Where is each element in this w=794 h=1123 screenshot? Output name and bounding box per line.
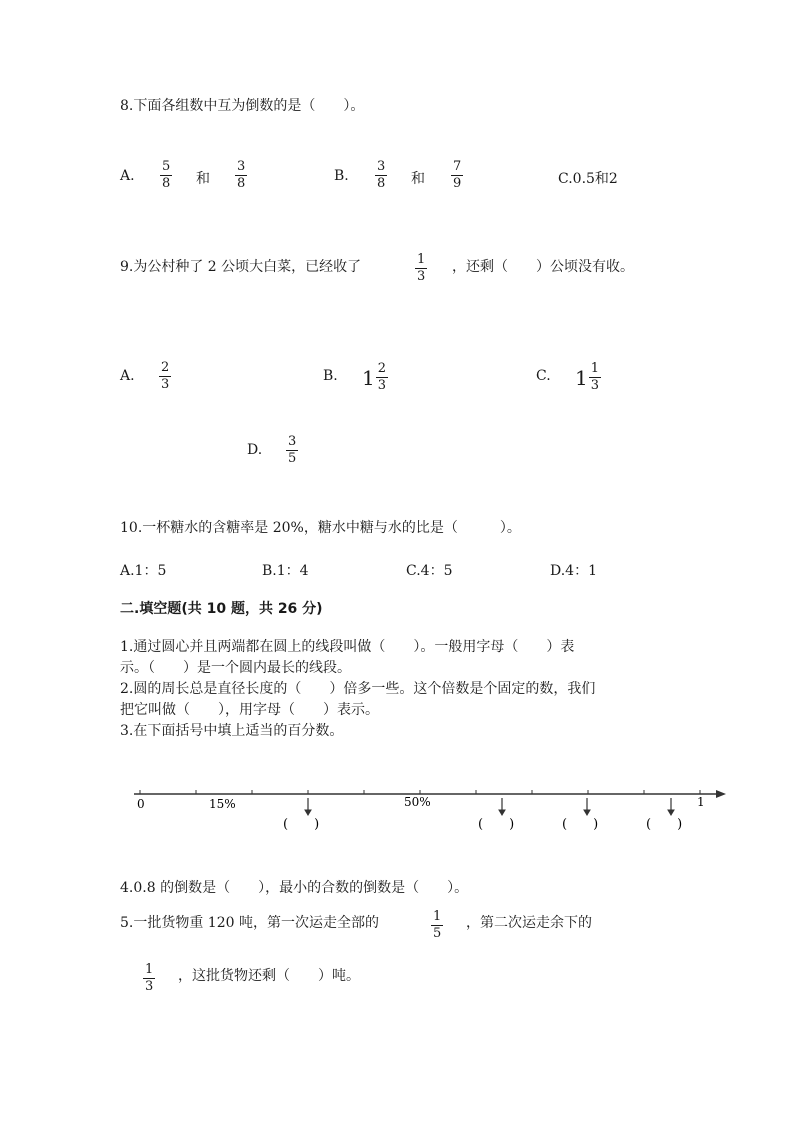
section-heading-fill-in: 二.填空题(共 10 题，共 26 分) bbox=[120, 601, 323, 617]
q8-option-b-and: 和 bbox=[411, 171, 425, 187]
q8-option-a-and: 和 bbox=[196, 171, 210, 187]
down-arrow-icon bbox=[668, 798, 674, 815]
down-arrow-icon bbox=[305, 798, 311, 815]
q9-option-b-mixed-number: 1 $\frac{2}{3}$ bbox=[362, 361, 387, 393]
q10-option-c: C.4：5 bbox=[406, 563, 453, 579]
f3-stem: 3.在下面括号中填上适当的百分数。 bbox=[120, 723, 344, 739]
q8-option-a-fraction-2: 3 8 bbox=[237, 159, 246, 191]
number-line-label-15-percent: 15% bbox=[209, 797, 236, 811]
f2-line-2: 把它叫做（ ），用字母（ ）表示。 bbox=[120, 702, 379, 718]
q10-stem: 10.一杯糖水的含糖率是 20%，糖水中糖与水的比是（ ）。 bbox=[120, 520, 521, 536]
q8-option-b-fraction-2: 7 9 bbox=[453, 159, 462, 191]
number-line-blank: ( ) bbox=[562, 817, 599, 832]
f4-stem: 4.0.8 的倒数是（ ），最小的合数的倒数是（ ）。 bbox=[120, 880, 469, 896]
q8-option-b-fraction-1: 3 8 bbox=[377, 159, 386, 191]
q10-option-d: D.4：1 bbox=[550, 563, 597, 579]
q9-stem-before: 9.为公村种了 2 公顷大白菜，已经收了 bbox=[120, 259, 362, 275]
q9-option-d-fraction: 3 5 bbox=[288, 434, 297, 466]
number-line-figure bbox=[0, 780, 794, 840]
number-line-blank: ( ) bbox=[478, 817, 515, 832]
q9-stem-after: ，还剩（ ）公顷没有收。 bbox=[452, 259, 634, 275]
q9-option-b-label: B. bbox=[323, 368, 338, 384]
f1-line-2: 示。（ ）是一个圆内最长的线段。 bbox=[120, 660, 351, 676]
f5-fraction-2: 1 3 bbox=[145, 962, 154, 994]
f2-line-1: 2.圆的周长总是直径长度的（ ）倍多一些。这个倍数是个固定的数，我们 bbox=[120, 681, 596, 697]
q9-option-d-label: D. bbox=[247, 442, 263, 458]
number-line-label-1: 1 bbox=[697, 795, 705, 809]
q8-option-c: C.0.5和2 bbox=[558, 171, 618, 187]
f5-line-1-before: 5.一批货物重 120 吨，第一次运走全部的 bbox=[120, 915, 379, 931]
q10-option-b: B.1：4 bbox=[262, 563, 309, 579]
q9-option-a-fraction: 2 3 bbox=[161, 360, 170, 392]
down-arrow-icon bbox=[499, 798, 505, 815]
number-line-blank: ( ) bbox=[283, 817, 320, 832]
f5-line-1-after: ，第二次运走余下的 bbox=[466, 915, 592, 931]
q9-option-a-label: A. bbox=[120, 368, 135, 384]
number-line-label-50-percent: 50% bbox=[404, 795, 431, 809]
q8-option-a-fraction-1: 5 8 bbox=[162, 159, 171, 191]
q9-stem-fraction: 1 3 bbox=[417, 252, 426, 284]
f5-fraction-1: 1 5 bbox=[433, 909, 442, 941]
f5-line-2-after: ，这批货物还剩（ ）吨。 bbox=[178, 968, 360, 984]
q9-option-c-mixed-number: 1 $\frac{1}{3}$ bbox=[575, 361, 600, 393]
q8-stem: 8.下面各组数中互为倒数的是（ ）。 bbox=[120, 98, 365, 114]
number-line-blank: ( ) bbox=[646, 817, 683, 832]
f1-line-1: 1.通过圆心并且两端都在圆上的线段叫做（ ）。一般用字母（ ）表 bbox=[120, 639, 575, 655]
q9-option-c-label: C. bbox=[536, 368, 551, 384]
number-line-label-0: 0 bbox=[137, 797, 145, 811]
q8-option-a-label: A. bbox=[120, 168, 135, 184]
number-line-arrowhead bbox=[716, 790, 726, 798]
q10-option-a: A.1：5 bbox=[120, 563, 167, 579]
q8-option-b-label: B. bbox=[334, 168, 349, 184]
down-arrow-icon bbox=[584, 798, 590, 815]
